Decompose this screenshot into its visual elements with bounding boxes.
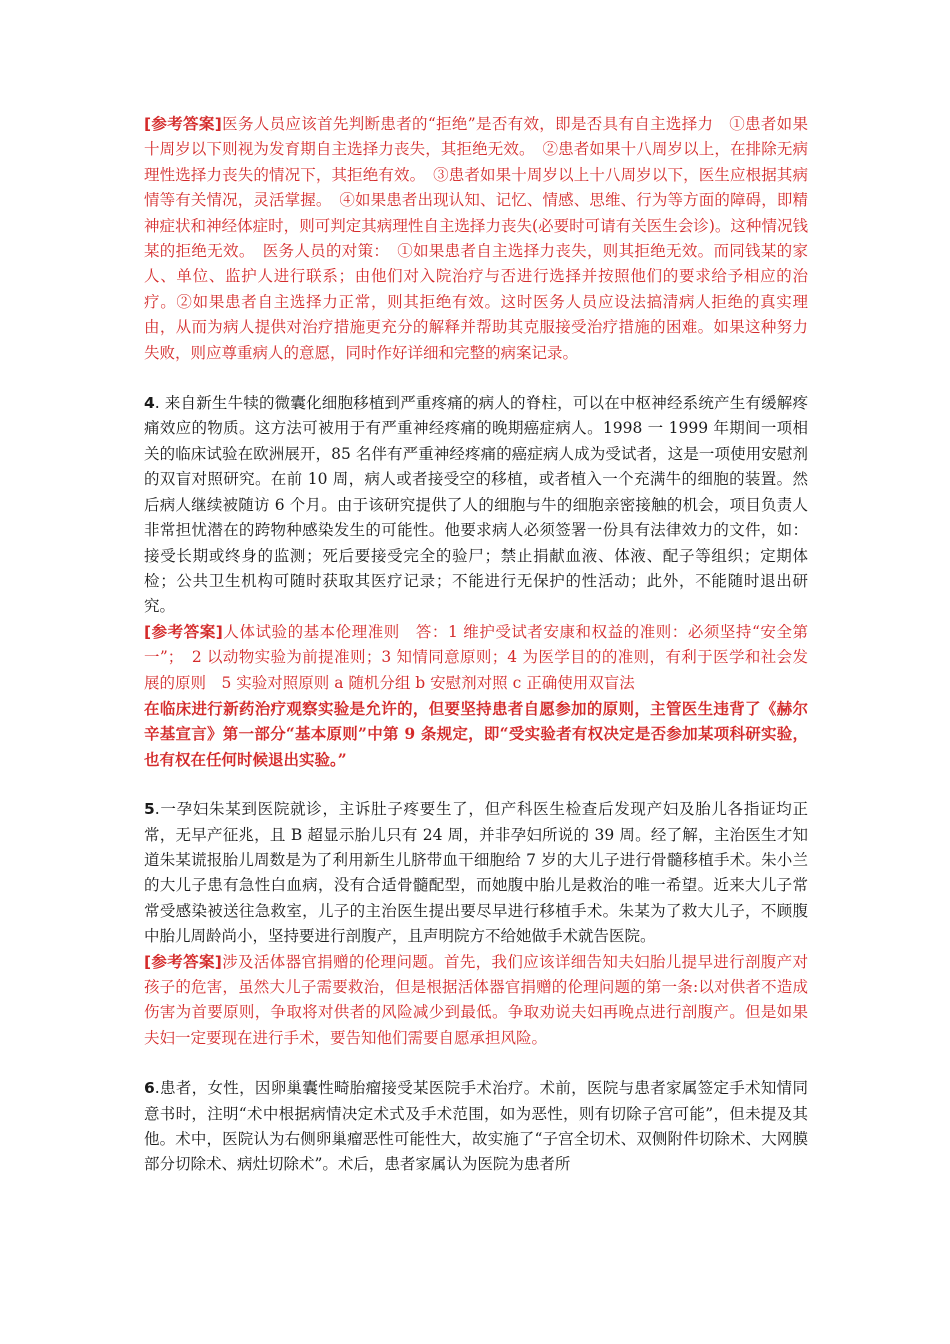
question-text: . 来自新生牛犊的微囊化细胞移植到严重疼痛的病人的脊柱，可以在中枢神经系统产生有缓解疼痛效应的物质。这方法可被用于有严重神经疼痛的晚期癌症病人。1998 一 1999 年期间一项相关的临床试验在欧洲展开，85 名伴有严重神经疼痛的癌症病人成为受试者，这是一项使用安慰剂的双盲对照研究。在前 10 周，病人或者接受空的移植，或者植入一个充满牛的细胞的装置。然后病人继续被随访 6 个月。由于该研究提供了人的细胞与牛的细胞亲密接触的机会，项目负责人非常担忧潜在的跨物种感染发生的可能性。他要求病人必须签署一份具有法律效力的文件，如：接受长期或终身的监测；死后要接受完全的验尸；禁止捐献血液、体液、配子等组织；定期体检；公共卫生机构可随时获取其医疗记录；不能进行无保护的性活动；此外，不能随时退出研究。 [144, 394, 808, 616]
answer-paragraph-3 [144, 112, 808, 366]
answer-text: 涉及活体器官捐赠的伦理问题。首先，我们应该详细告知夫妇胎儿提早进行剖腹产对孩子的危害，虽然大儿子需要救治，但是根据活体器官捐赠的伦理问题的第一条:以对供者不造成伤害为首要原则，争取将对供者的风险减少到最低。争取劝说夫妇再晚点进行剖腹产。但是如果夫妇一定要现在进行手术，要告知他们需要自愿承担风险。 [144, 952, 808, 1047]
document-page [144, 112, 808, 1178]
question-6 [144, 1076, 808, 1178]
question-number: 4 [144, 394, 155, 413]
paragraph-gap [144, 1051, 808, 1076]
answer-paragraph-5 [144, 950, 808, 1052]
question-text: .患者，女性，因卵巢囊性畸胎瘤接受某医院手术治疗。术前，医院与患者家属签定手术知情同意书时，注明“术中根据病情决定术式及手术范围，如为恶性，则有切除子宫可能”，但未提及其他。术中，医院认为右侧卵巢瘤恶性可能性大，故实施了“子宫全切术、双侧附件切除术、大网膜部分切除术、病灶切除术”。术后，患者家属认为医院为患者所 [144, 1079, 808, 1174]
answer-label: [参考答案] [144, 622, 223, 641]
question-number: 5 [144, 800, 155, 819]
paragraph-gap [144, 366, 808, 391]
answer-label: [参考答案] [144, 115, 222, 133]
answer-text: 医务人员应该首先判断患者的“拒绝”是否有效，即是否具有自主选择力 ①患者如果十周岁以下则视为发育期自主选择力丧失，其拒绝无效。 ②患者如果十八周岁以上，在排除无病理性选择力丧失的情况下，其拒绝有效。 ③患者如果十周岁以上十八周岁以下，医生应根据其病情等有关情况，灵活掌握。 ④如果患者出现认知、记忆、情感、思维、行为等方面的障碍，即精神症状和神经体症时，则可判定其病理性自主选择力丧失(必要时可请有关医生会诊)。这种情况钱某的拒绝无效。 医务人员的对策： ①如果患者自主选择力丧失，则其拒绝无效。而同钱某的家人、单位、监护人进行联系；由他们对入院治疗与否进行选择并按照他们的要求给予相应的治疗。②如果患者自主选择力正常，则其拒绝有效。这时医务人员应设法搞清病人拒绝的真实理由，从而为病人提供对治疗措施更充分的解释并帮助其克服接受治疗措施的困难。如果这种努力失败，则应尊重病人的意愿，同时作好详细和完整的病案记录。 [144, 115, 808, 362]
answer-paragraph-4 [144, 620, 808, 696]
paragraph-gap [144, 772, 808, 797]
question-number: 6 [144, 1079, 155, 1098]
question-4 [144, 391, 808, 620]
answer-bold-text: 在临床进行新药治疗观察实验是允许的，但要坚持患者自愿参加的原则，主管医生违背了《赫尔辛基宣言》第一部分“基本原则”中第 9 条规定，即“受实验者有权决定是否参加某项科研实验，也有权在任何时候退出实验。” [144, 698, 808, 769]
answer-text: 人体试验的基本伦理准则 答：1 维护受试者安康和权益的准则：必须坚持“安全第一”； 2 以动物实验为前提准则；3 知情同意原则；4 为医学目的的准则，有利于医学和社会发展的原则 5 实验对照原则 a 随机分组 b 安慰剂对照 c 正确使用双盲法 [144, 622, 809, 692]
answer-label: [参考答案] [144, 952, 222, 971]
question-text: .一孕妇朱某到医院就诊，主诉肚子疼要生了，但产科医生检查后发现产妇及胎儿各指证均正常，无早产征兆，且 B 超显示胎儿只有 24 周，并非孕妇所说的 39 周。经了解，主治医生才知道朱某谎报胎儿周数是为了利用新生儿脐带血干细胞给 7 岁的大儿子进行骨髓移植手术。朱小兰的大儿子患有急性白血病，没有合适骨髓配型，而她腹中胎儿是救治的唯一希望。近来大儿子常常受感染被送往急救室，儿子的主治医生提出要尽早进行移植手术。朱某为了救大儿子，不顾腹中胎儿周龄尚小，坚持要进行剖腹产，且声明院方不给她做手术就告医院。 [144, 800, 808, 946]
answer-bold-paragraph-4 [144, 696, 808, 772]
question-5 [144, 797, 808, 949]
